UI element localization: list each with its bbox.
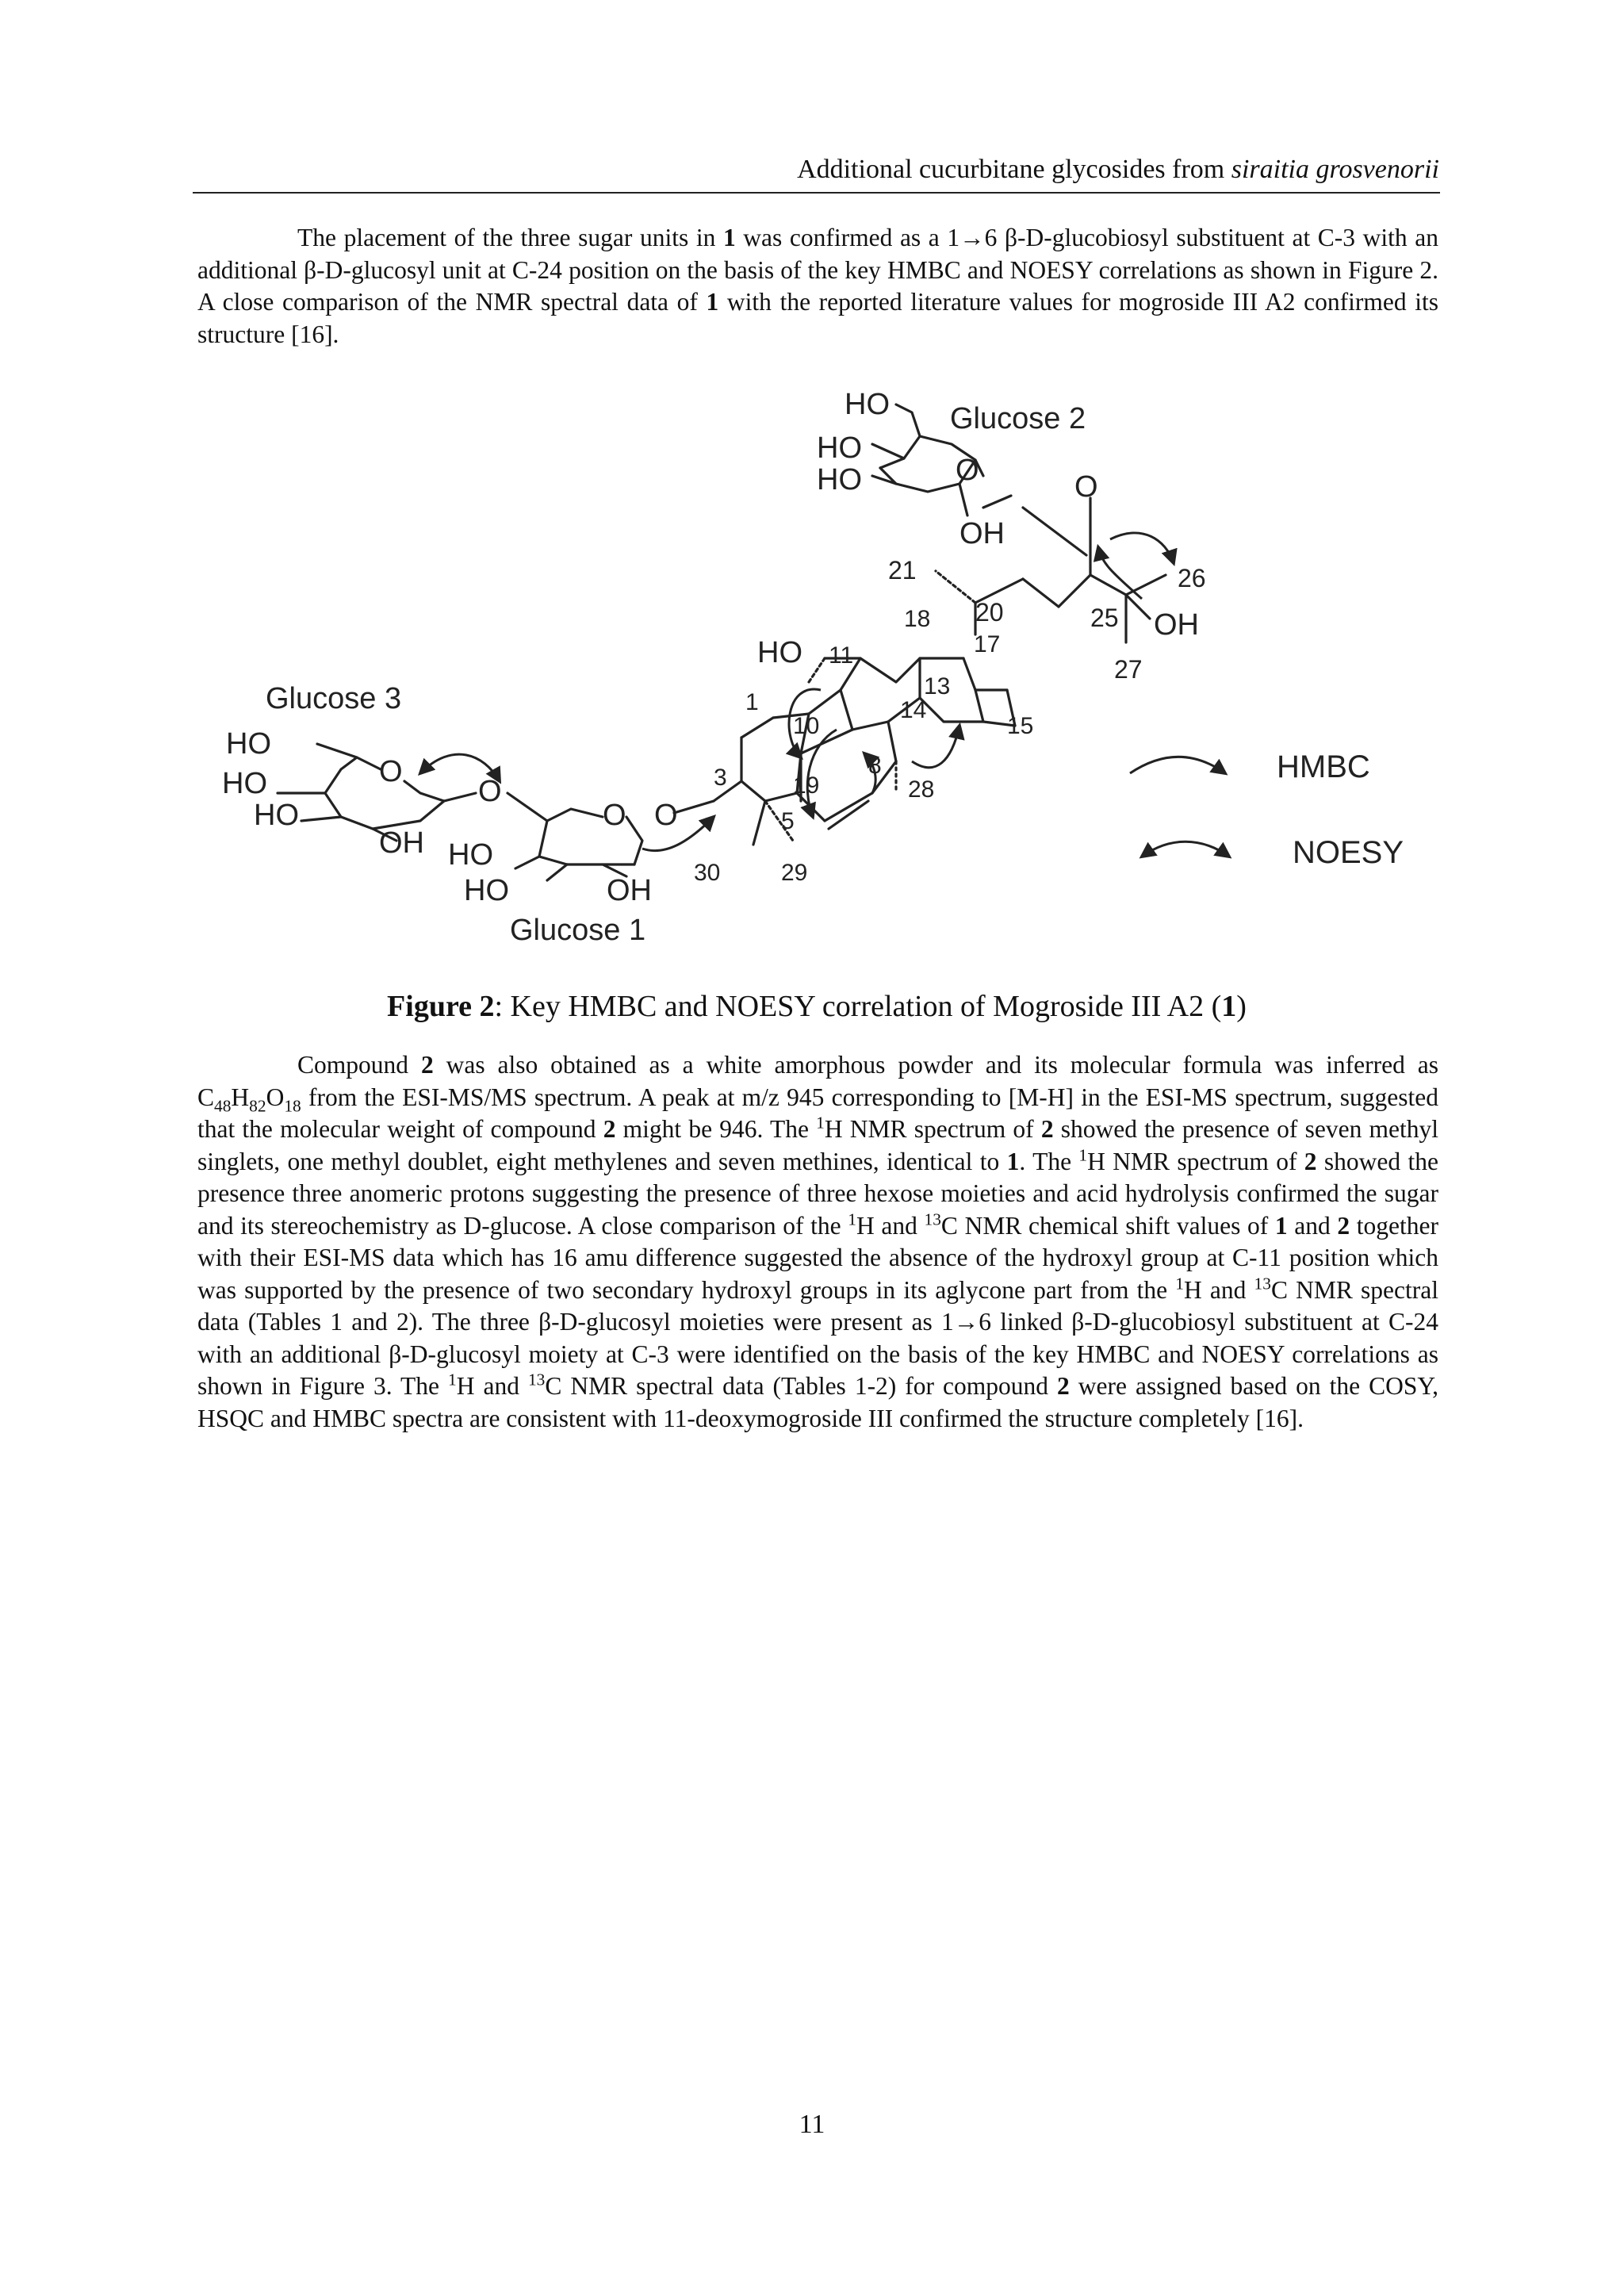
- carbon-label-3: 3: [714, 765, 727, 791]
- glucose-3-oh: OH: [379, 826, 424, 860]
- glucose-1-oh: OH: [607, 874, 652, 907]
- glucose-1-ring-o: O: [603, 799, 626, 832]
- carbon-label-13: 13: [924, 673, 951, 700]
- glucose-3-link-o: O: [478, 775, 502, 808]
- carbon-label-10: 10: [793, 713, 820, 739]
- carbon-label-14: 14: [900, 697, 927, 723]
- carbon-label-26: 26: [1178, 564, 1206, 592]
- glucose-2-ho-2: HO: [817, 431, 862, 465]
- carbon-label-5: 5: [781, 808, 795, 834]
- carbon-label-18: 18: [904, 606, 931, 632]
- glucose-1-link-o: O: [654, 799, 678, 832]
- glucose-2-ho-3: HO: [817, 463, 862, 496]
- glucose-3-label: Glucose 3: [266, 682, 402, 715]
- hmbc-arrow-26: [1110, 533, 1174, 563]
- paragraph-2: Compound 2 was also obtained as a white amorphous powder and its molecular formula was inferred as $C_{48}H_{82}O_{18}$ from the ESI-MS/MS spectrum. A peak at m/z 945 corresponding to [M-H] in the ESI-MS spectrum, suggested that the molecular weight of compound 2 might be 946. The $^1$H NMR spectrum of 2 showed the presence of seven methyl singlets, one methyl doublet, eight methylenes and seven methines, identical to 1. The $^1$H NMR spectrum of 2 showed the presence three anomeric protons suggesting the presence of three hexose moieties and acid hydrolysis confirmed the sugar and its stereochemistry as D-glucose. A close comparison of the $^1$H and $^{13}$C NMR chemical shift values of 1 and 2 together with their ESI-MS data which has 16 amu difference suggested the absence of the hydroxyl group at C-11 position which was supported by the presence of two secondary hydroxyl groups in its aglycone part from the $^1$H and $^{13}$C NMR spectral data (Tables 1 and 2). The three β-D-glucosyl moieties were present as 1→6 linked β-D-glucobiosyl substituent at C-24 with an additional β-D-glucosyl moiety at C-3 were identified on the basis of the key HMBC and NOESY correlations as shown in Figure 3. The $^1$H and $^{13}$C NMR spectral data (Tables 1-2) for compound 2 were assigned based on the COSY, HSQC and HMBC spectra are consistent with 11-deoxymogroside III confirmed the structure completely [16].: [197, 1051, 1439, 1432]
- carbon-label-21: 21: [888, 556, 917, 585]
- carbon-label-29: 30: [694, 860, 721, 886]
- species-name: siraitia grosvenorii: [1231, 155, 1439, 184]
- c11-ho: HO: [757, 636, 802, 669]
- glucose-1-label: Glucose 1: [510, 914, 646, 947]
- paragraph-1: The placement of the three sugar units in 1 was confirmed as a 1→6 β-D-glucobiosyl substituent at C-3 with an additional β-D-glucosyl unit at C-24 position on the basis of the key HMBC and NOESY correlations as shown in Figure 2. A close comparison of the NMR spectral data of 1 with the reported literature values for mogroside III A2 confirmed its structure [16].: [197, 224, 1438, 348]
- glucose-2-label: Glucose 2: [950, 402, 1086, 435]
- glucose-1-ho-1: HO: [448, 838, 493, 872]
- carbon-label-19: 19: [793, 772, 820, 799]
- glucose-2-link-o: O: [1074, 470, 1098, 504]
- glucose-2-ho-1: HO: [845, 388, 890, 421]
- carbon-label-8: 8: [868, 753, 882, 779]
- running-header: Additional cucurbitane glycosides from siraitia grosvenorii: [797, 155, 1439, 184]
- page-number: 11: [799, 2110, 825, 2139]
- carbon-label-17: 17: [974, 631, 1001, 657]
- hmbc-arrow-15: [912, 726, 959, 768]
- glucose-1-ho-2: HO: [464, 874, 509, 907]
- c25-oh: OH: [1154, 608, 1199, 642]
- carbon-label-27: 27: [1114, 655, 1143, 684]
- carbon-label-25: 25: [1090, 604, 1119, 632]
- carbon-label-28: 29: [781, 860, 808, 886]
- carbon-label-30: 28: [908, 776, 935, 803]
- glucose-3-ho-3: HO: [254, 799, 299, 832]
- figure-caption: Figure 2: Key HMBC and NOESY correlation of Mogroside III A2 (1): [387, 990, 1247, 1023]
- carbon-label-11: 11: [829, 642, 854, 669]
- header-rule: [193, 192, 1440, 194]
- legend-noesy-arrow: [1142, 841, 1229, 857]
- glucose-3-ho-1: HO: [226, 727, 271, 761]
- carbon-label-20: 20: [975, 598, 1004, 627]
- legend-noesy-label: NOESY: [1293, 835, 1404, 870]
- glucose-2-ring-o: O: [956, 454, 979, 487]
- carbon-label-15: 15: [1007, 713, 1034, 739]
- glucose-3-ring-o: O: [379, 755, 403, 788]
- steroid-core: [714, 658, 1015, 845]
- legend-hmbc-arrow: [1130, 757, 1225, 773]
- glucose-3-ho-2: HO: [222, 767, 267, 800]
- legend-hmbc-label: HMBC: [1277, 749, 1370, 784]
- figure-2-structure: [198, 365, 1435, 960]
- carbon-label-1: 1: [745, 689, 759, 715]
- glucose-2-oh: OH: [959, 517, 1005, 550]
